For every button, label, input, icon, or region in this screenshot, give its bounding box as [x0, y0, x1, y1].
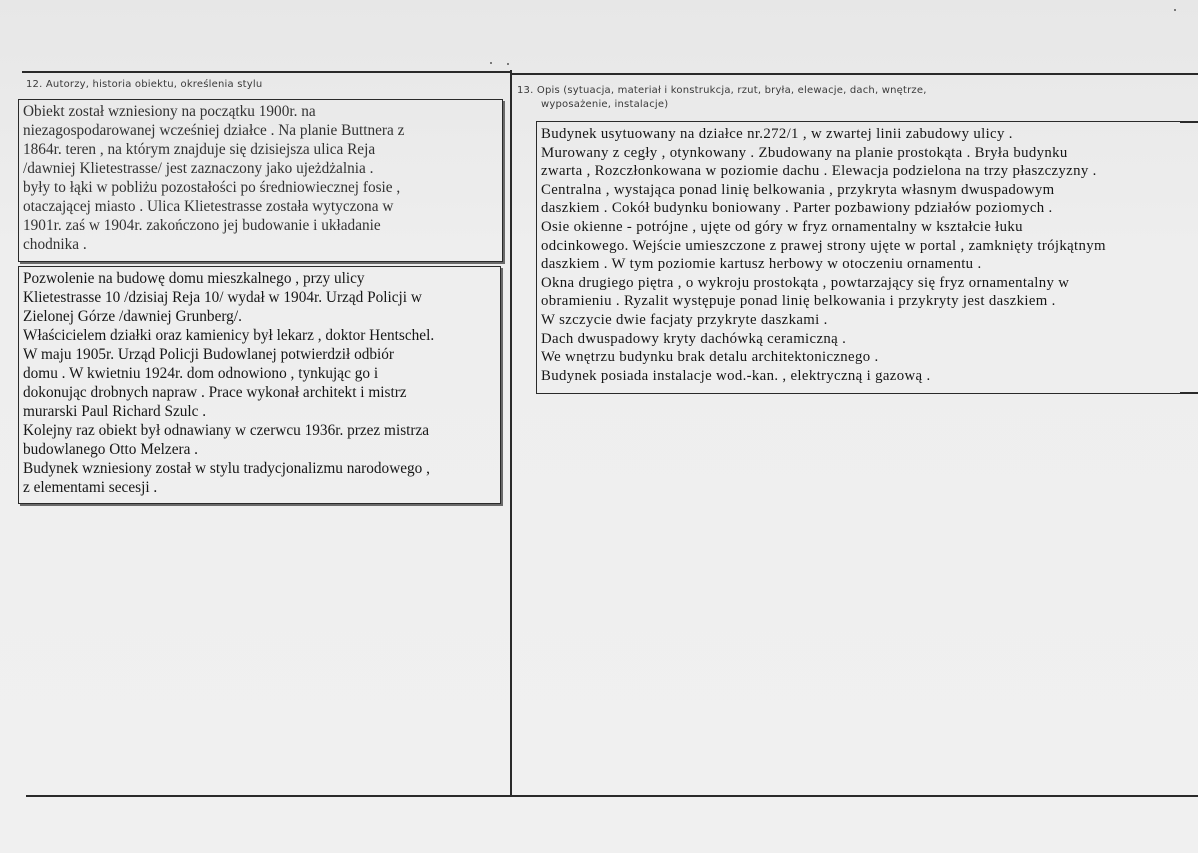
text-line: murarski Paul Richard Szulc .: [23, 403, 207, 420]
top-rule-left: [22, 71, 510, 73]
text-line: zwarta , Rozczłonkowana w poziomie dachu . Elewacja podzielona na trzy płaszczyzny .: [541, 163, 1097, 180]
text-line: były to łąki w pobliżu pozostałości po średniowiecznej fosie ,: [23, 179, 401, 196]
text-line: Okna drugiego piętra , o wykroju prostokąta , powtarzający się fryz ornamentalny w: [541, 274, 1070, 291]
text-line: daszkiem . W tym poziomie kartusz herbowy w otoczeniu ornamentu .: [541, 256, 982, 273]
text-line: niezagospodarowanej wcześniej działce . Na planie Buttnera z: [23, 122, 405, 139]
text-line: obramieniu . Ryzalit występuje ponad linię belkowania i przykryty jest daszkiem .: [541, 293, 1056, 310]
scan-speck: [490, 62, 492, 64]
bottom-rule: [26, 795, 1198, 797]
text-line: z elementami secesji .: [23, 479, 158, 496]
text-line: domu . W kwietniu 1924r. dom odnowiono , tynkując go i: [23, 365, 379, 382]
text-line: budowlanego Otto Melzera .: [23, 441, 199, 458]
scan-speck: [507, 63, 509, 65]
text-line: daszkiem . Cokół budynku boniowany . Parter pozbawiony pdziałów poziomych .: [541, 200, 1053, 217]
text-line: W maju 1905r. Urząd Policji Budowlanej potwierdził odbiór: [23, 346, 395, 363]
description-box-top-extension: [1180, 121, 1198, 123]
text-line: chodnika .: [23, 236, 87, 253]
text-line: Zielonej Górze /dawniej Grunberg/.: [23, 308, 242, 325]
section-12-label: 12. Autorzy, historia obiektu, określenia stylu: [26, 79, 263, 90]
text-line: 1901r. zaś w 1904r. zakończono jej budowanie i układanie: [23, 217, 381, 234]
scan-speck: [1174, 9, 1176, 11]
text-line: Budynek wzniesiony został w stylu tradycjonalizmu narodowego ,: [23, 460, 430, 477]
section-13-label: [517, 84, 927, 112]
text-line: Dach dwuspadowy kryty dachówką ceramiczną .: [541, 330, 847, 347]
column-divider: [510, 70, 512, 796]
text-line: W szczycie dwie facjaty przykryte daszkami .: [541, 311, 828, 328]
text-line: Osie okienne - potrójne , ujęte od góry w fryz ornamentalny w kształcie łuku: [541, 218, 1023, 235]
text-line: Budynek usytuowany na działce nr.272/1 , w zwartej linii zabudowy ulicy .: [541, 126, 1013, 142]
description-text-box: [536, 121, 1182, 394]
text-line: Budynek posiada instalacje wod.-kan. , elektryczną i gazową .: [541, 367, 931, 384]
text-line: Murowany z cegły , otynkowany . Zbudowany na planie prostokąta . Bryła budynku: [541, 144, 1068, 161]
text-line: Klietestrasse 10 /dzisiaj Reja 10/ wydał w 1904r. Urząd Policji w: [23, 289, 422, 306]
history-text-box: [18, 99, 503, 262]
text-line: We wnętrzu budynku brak detalu architektonicznego .: [541, 349, 879, 366]
text-line: odcinkowego. Wejście umieszczone z prawej strony ujęte w portal , zamknięty trójkątnym: [541, 237, 1106, 254]
text-line: Centralna , wystająca ponad linię belkowania , przykryta własnym dwuspadowym: [541, 181, 1055, 198]
section-13-label-line1: 13. Opis (sytuacja, materiał i konstrukcja, rzut, bryła, elewacje, dach, wnętrze,: [517, 85, 927, 96]
text-line: otaczającej miasto . Ulica Klietestrasse została wytyczona w: [23, 198, 394, 215]
top-rule-right: [512, 73, 1198, 75]
text-line: Właścicielem działki oraz kamienicy był lekarz , doktor Hentschel.: [23, 327, 435, 344]
text-line: Obiekt został wzniesiony na początku 1900r. na: [23, 103, 316, 120]
permits-text-box: [18, 266, 501, 504]
text-line: dokonując drobnych napraw . Prace wykonał architekt i mistrz: [23, 384, 407, 401]
text-line: /dawniej Klietestrasse/ jest zaznaczony jako ujeżdżalnia .: [23, 160, 374, 177]
text-line: Kolejny raz obiekt był odnawiany w czerwcu 1936r. przez mistrza: [23, 422, 430, 439]
text-line: 1864r. teren , na którym znajduje się dzisiejsza ulica Reja: [23, 141, 376, 158]
description-box-bottom-extension: [1180, 392, 1198, 394]
text-line: Pozwolenie na budowę domu mieszkalnego , przy ulicy: [23, 270, 365, 287]
section-13-label-line2: wyposażenie, instalacje): [541, 99, 669, 110]
